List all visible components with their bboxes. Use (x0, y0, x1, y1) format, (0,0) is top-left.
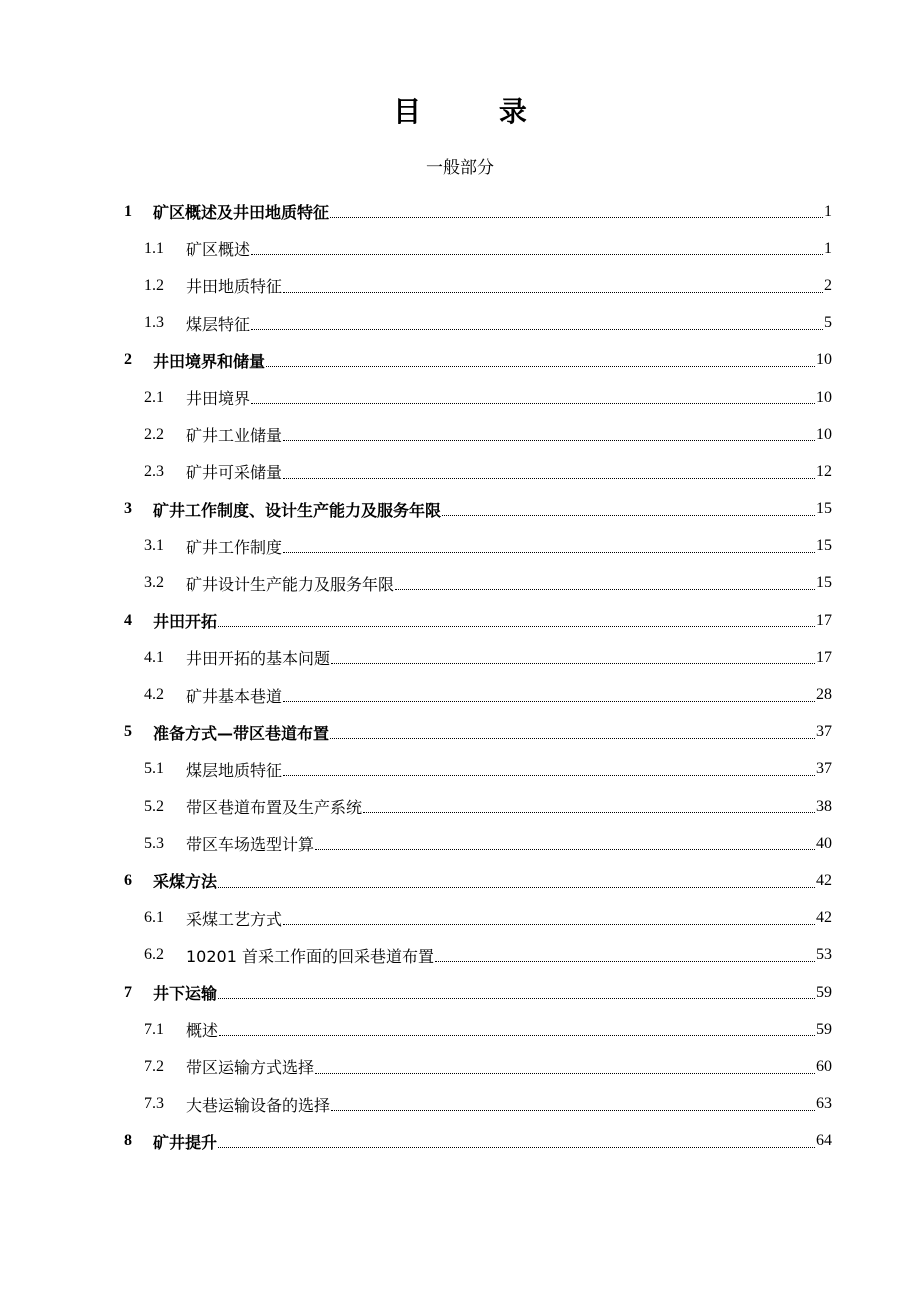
toc-entry-title: 矿区概述及井田地质特征 (153, 203, 330, 223)
toc-dot-leader (218, 625, 815, 627)
toc-entry-page-number: 63 (816, 1095, 832, 1113)
toc-section-entry[interactable] (0, 379, 920, 416)
toc-entry-page-number: 37 (816, 760, 832, 778)
toc-entry-number: 4.1 (144, 648, 164, 666)
toc-entry-title: 井下运输 (153, 984, 218, 1004)
toc-dot-leader (330, 216, 823, 218)
toc-entry-page-number: 10 (816, 388, 832, 406)
toc-entry-title: 井田地质特征 (186, 277, 283, 297)
toc-section-entry[interactable] (0, 676, 920, 713)
toc-entry-title: 采煤工艺方式 (186, 909, 283, 929)
toc-entry-number: 1.1 (144, 239, 164, 257)
toc-entry-title: 矿区概述 (186, 240, 251, 260)
toc-section-entry[interactable] (0, 751, 920, 788)
toc-entry-page-number: 17 (816, 648, 832, 666)
toc-dot-leader (218, 997, 815, 999)
toc-entry-number: 6.2 (144, 946, 164, 964)
section-subtitle: 一般部分 (426, 158, 494, 178)
toc-entry-title: 矿井工作制度、设计生产能力及服务年限 (153, 500, 442, 520)
toc-entry-number: 2.2 (144, 425, 164, 443)
toc-entry-title: 井田开拓的基本问题 (186, 649, 331, 669)
toc-entry-number: 8 (124, 1132, 132, 1150)
toc-entry-page-number: 15 (816, 574, 832, 592)
toc-entry-number: 1.3 (144, 314, 164, 332)
toc-entry-page-number: 64 (816, 1132, 832, 1150)
toc-entry-number: 7.3 (144, 1095, 164, 1113)
toc-entry-page-number: 2 (824, 276, 832, 294)
toc-section-entry[interactable] (0, 267, 920, 304)
toc-dot-leader (283, 923, 815, 925)
toc-chapter-entry[interactable] (0, 862, 920, 899)
toc-section-entry[interactable] (0, 230, 920, 267)
toc-dot-leader (330, 737, 815, 739)
toc-entry-number: 2.1 (144, 388, 164, 406)
toc-entry-number: 2.3 (144, 462, 164, 480)
toc-dot-leader (266, 365, 815, 367)
toc-section-entry[interactable] (0, 453, 920, 490)
toc-entry-number: 7.1 (144, 1020, 164, 1038)
toc-dot-leader (218, 1146, 815, 1148)
toc-dot-leader (283, 291, 823, 293)
toc-entry-title: 带区运输方式选择 (186, 1058, 315, 1078)
toc-entry-number: 3.1 (144, 537, 164, 555)
toc-entry-page-number: 59 (816, 1020, 832, 1038)
toc-chapter-entry[interactable] (0, 714, 920, 751)
toc-entry-title: 10201 首采工作面的回采巷道布置 (186, 946, 434, 966)
toc-entry-number: 1 (124, 202, 132, 220)
toc-section-entry[interactable] (0, 900, 920, 937)
toc-chapter-entry[interactable] (0, 974, 920, 1011)
toc-entry-page-number: 5 (824, 314, 832, 332)
toc-entry-title: 井田开拓 (153, 612, 218, 632)
toc-section-entry[interactable] (0, 528, 920, 565)
toc-entry-title: 煤层地质特征 (186, 760, 283, 780)
toc-entry-number: 2 (124, 351, 132, 369)
toc-section-entry[interactable] (0, 1086, 920, 1123)
toc-dot-leader (218, 886, 815, 888)
toc-entry-title: 矿井提升 (153, 1132, 218, 1152)
toc-entry-title: 准备方式—带区巷道布置 (153, 723, 330, 743)
toc-entry-title: 带区巷道布置及生产系统 (186, 798, 363, 818)
toc-section-entry[interactable] (0, 1011, 920, 1048)
toc-section-entry[interactable] (0, 937, 920, 974)
toc-dot-leader (315, 848, 815, 850)
toc-dot-leader (363, 811, 815, 813)
toc-entry-number: 5 (124, 723, 132, 741)
toc-entry-number: 4.2 (144, 686, 164, 704)
toc-entry-title: 大巷运输设备的选择 (186, 1095, 331, 1115)
toc-dot-leader (395, 588, 815, 590)
toc-dot-leader (283, 551, 815, 553)
toc-dot-leader (283, 439, 815, 441)
toc-entry-page-number: 37 (816, 723, 832, 741)
toc-entry-number: 5.2 (144, 797, 164, 815)
toc-entry-number: 5.3 (144, 834, 164, 852)
toc-entry-page-number: 10 (816, 351, 832, 369)
toc-dot-leader (315, 1072, 815, 1074)
toc-entry-page-number: 10 (816, 425, 832, 443)
toc-entry-number: 4 (124, 611, 132, 629)
toc-entry-page-number: 40 (816, 834, 832, 852)
toc-entry-number: 6.1 (144, 909, 164, 927)
toc-entry-page-number: 53 (816, 946, 832, 964)
toc-dot-leader (442, 514, 815, 516)
toc-chapter-entry[interactable] (0, 342, 920, 379)
toc-section-entry[interactable] (0, 1048, 920, 1085)
toc-entry-number: 3 (124, 500, 132, 518)
toc-entry-title: 采煤方法 (153, 872, 218, 892)
toc-entry-title: 矿井基本巷道 (186, 686, 283, 706)
toc-entry-title: 带区车场选型计算 (186, 835, 315, 855)
table-of-contents (0, 193, 920, 1160)
toc-section-entry[interactable] (0, 565, 920, 602)
toc-chapter-entry[interactable] (0, 602, 920, 639)
toc-section-entry[interactable] (0, 305, 920, 342)
toc-entry-number: 1.2 (144, 276, 164, 294)
toc-entry-number: 7 (124, 983, 132, 1001)
toc-entry-number: 7.2 (144, 1057, 164, 1075)
toc-entry-page-number: 42 (816, 909, 832, 927)
toc-dot-leader (219, 1034, 815, 1036)
toc-entry-number: 3.2 (144, 574, 164, 592)
toc-entry-page-number: 17 (816, 611, 832, 629)
toc-entry-page-number: 38 (816, 797, 832, 815)
toc-section-entry[interactable] (0, 788, 920, 825)
toc-entry-page-number: 28 (816, 686, 832, 704)
toc-chapter-entry[interactable] (0, 193, 920, 230)
toc-dot-leader (251, 402, 815, 404)
toc-entry-page-number: 15 (816, 500, 832, 518)
toc-entry-number: 5.1 (144, 760, 164, 778)
toc-entry-title: 矿井设计生产能力及服务年限 (186, 574, 395, 594)
toc-entry-page-number: 1 (824, 202, 832, 220)
toc-chapter-entry[interactable] (0, 491, 920, 528)
page-title: 目 录 (393, 95, 561, 128)
toc-entry-page-number: 15 (816, 537, 832, 555)
toc-dot-leader (331, 1109, 815, 1111)
toc-dot-leader (251, 253, 823, 255)
toc-entry-page-number: 1 (824, 239, 832, 257)
toc-dot-leader (283, 700, 815, 702)
toc-entry-title: 矿井工业储量 (186, 426, 283, 446)
toc-entry-page-number: 59 (816, 983, 832, 1001)
toc-entry-title: 煤层特征 (186, 314, 251, 334)
toc-chapter-entry[interactable] (0, 1123, 920, 1160)
toc-entry-page-number: 12 (816, 462, 832, 480)
toc-section-entry[interactable] (0, 416, 920, 453)
toc-entry-page-number: 60 (816, 1057, 832, 1075)
toc-dot-leader (435, 960, 815, 962)
toc-entry-title: 概述 (186, 1021, 219, 1041)
toc-dot-leader (283, 774, 815, 776)
toc-entry-title: 井田境界和储量 (153, 351, 266, 371)
toc-entry-title: 矿井可采储量 (186, 463, 283, 483)
toc-dot-leader (283, 477, 815, 479)
toc-entry-title: 矿井工作制度 (186, 537, 283, 557)
toc-section-entry[interactable] (0, 825, 920, 862)
toc-section-entry[interactable] (0, 639, 920, 676)
toc-entry-number: 6 (124, 871, 132, 889)
toc-entry-title: 井田境界 (186, 389, 251, 409)
toc-dot-leader (251, 328, 823, 330)
toc-entry-page-number: 42 (816, 871, 832, 889)
toc-dot-leader (331, 662, 815, 664)
